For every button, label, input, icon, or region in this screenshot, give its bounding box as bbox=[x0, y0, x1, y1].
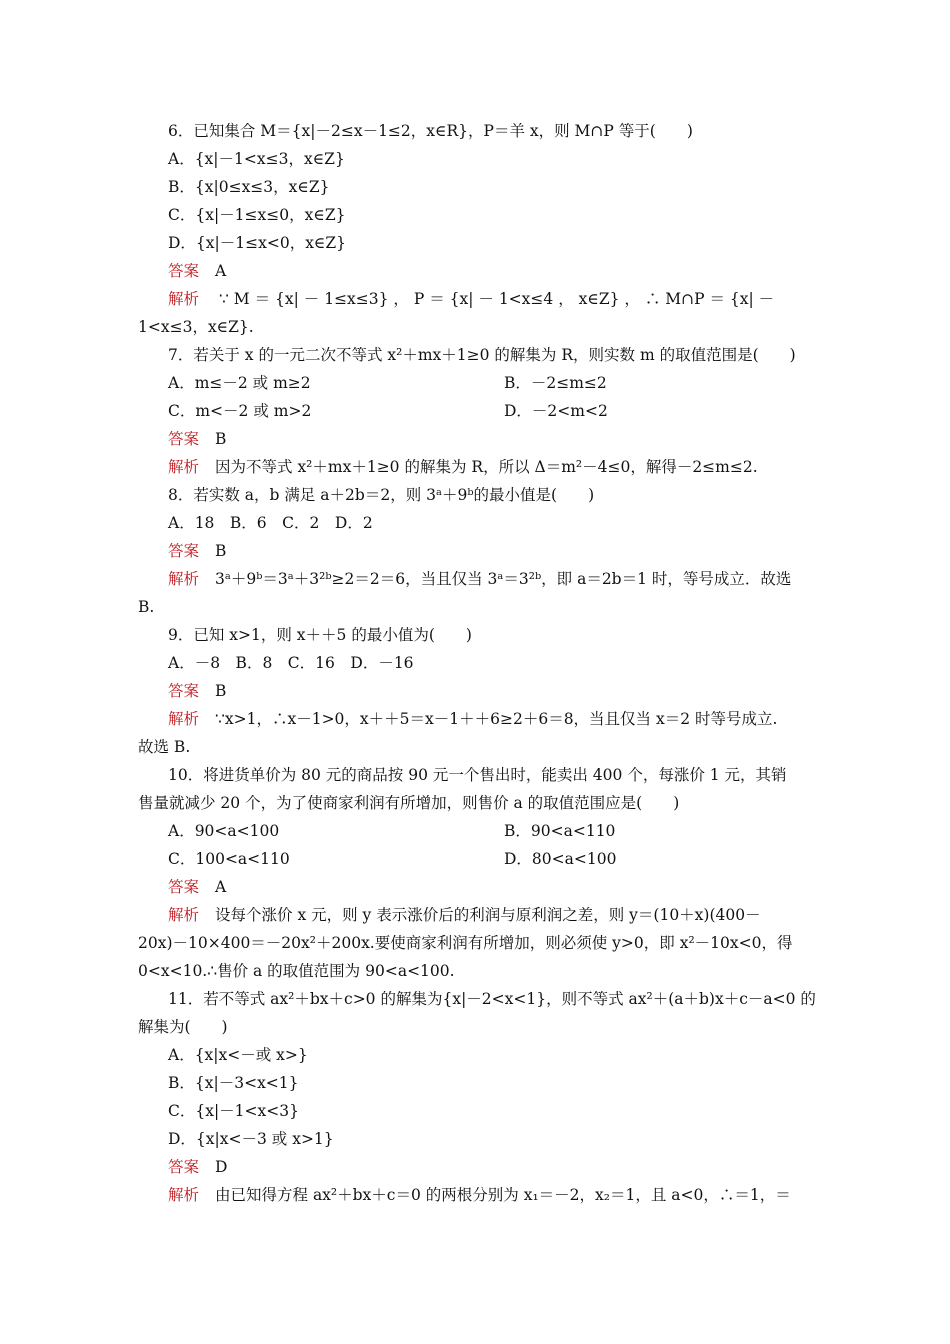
answer-label: 答案 bbox=[168, 1158, 200, 1176]
q7-option-b: B．－2≤m≤2 bbox=[504, 374, 607, 392]
q10-option-a: A．90<a<100 bbox=[168, 822, 280, 840]
question-7: 7．若关于 x 的一元二次不等式 x²＋mx＋1≥0 的解集为 R，则实数 m 的取值范围是( ) bbox=[168, 346, 796, 364]
q10-answer: 答案 A bbox=[168, 878, 227, 896]
q11-option-b: B．{x|－3<x<1} bbox=[168, 1074, 299, 1092]
question-8: 8．若实数 a，b 满足 a＋2b＝2，则 3ᵃ＋9ᵇ的最小值是( ) bbox=[168, 486, 595, 504]
q10-options-row1 bbox=[168, 821, 844, 841]
analysis-label: 解析 bbox=[168, 710, 200, 728]
q6-analysis-cont: 1<x≤3，x∈Z}. bbox=[138, 318, 254, 336]
q10-option-c: C．100<a<110 bbox=[168, 850, 290, 868]
analysis-label: 解析 bbox=[168, 1186, 200, 1204]
analysis-label: 解析 bbox=[168, 906, 200, 924]
q6-answer: 答案 A bbox=[168, 262, 227, 280]
q9-options: A．－8 B．8 C．16 D．－16 bbox=[168, 654, 414, 672]
q7-analysis: 解析 因为不等式 x²＋mx＋1≥0 的解集为 R，所以 Δ＝m²－4≤0，解得－2≤m≤2. bbox=[168, 458, 758, 476]
answer-label: 答案 bbox=[168, 430, 200, 448]
answer-label: 答案 bbox=[168, 878, 200, 896]
q8-analysis-cont: B. bbox=[138, 598, 155, 616]
q10-options-row2 bbox=[168, 849, 844, 869]
q10-analysis-cont-2: 0<x<10.∴售价 a 的取值范围为 90<a<100. bbox=[138, 962, 455, 980]
q10-option-b: B．90<a<110 bbox=[504, 822, 616, 840]
answer-label: 答案 bbox=[168, 262, 200, 280]
q6-analysis: 解析 ∵ M ＝ {x| － 1≤x≤3} ， P ＝ {x| － 1<x≤4 ， x∈Z} ， ∴ M∩P ＝ {x| － bbox=[168, 290, 775, 308]
answer-label: 答案 bbox=[168, 542, 200, 560]
q10-analysis: 解析 设每个涨价 x 元，则 y 表示涨价后的利润与原利润之差，则 y＝(10＋x)(400－ bbox=[168, 906, 761, 924]
analysis-label: 解析 bbox=[168, 570, 200, 588]
q11-answer: 答案 D bbox=[168, 1158, 228, 1176]
q7-option-d: D．－2<m<2 bbox=[504, 402, 608, 420]
question-11: 11．若不等式 ax²＋bx＋c>0 的解集为{x|－2<x<1}，则不等式 ax²＋(a＋b)x＋c－a<0 的 bbox=[168, 990, 816, 1008]
q7-option-a: A．m≤－2 或 m≥2 bbox=[168, 374, 311, 392]
q8-analysis: 解析 3ᵃ＋9ᵇ＝3ᵃ＋3²ᵇ≥2＝2＝6，当且仅当 3ᵃ＝3²ᵇ，即 a＝2b＝1 时，等号成立．故选 bbox=[168, 570, 792, 588]
q8-answer: 答案 B bbox=[168, 542, 227, 560]
q9-answer: 答案 B bbox=[168, 682, 227, 700]
question-10-cont: 售量就减少 20 个，为了使商家利润有所增加，则售价 a 的取值范围应是( ) bbox=[138, 794, 680, 812]
q11-option-c: C．{x|－1<x<3} bbox=[168, 1102, 299, 1120]
q6-stem: 6．已知集合 M＝{x|－2≤x－1≤2，x∈R}，P＝羊 x，则 M∩P 等于( ) bbox=[168, 122, 693, 140]
analysis-label: 解析 bbox=[168, 458, 200, 476]
q9-analysis: 解析 ∵x>1，∴x－1>0，x＋＋5＝x－1＋＋6≥2＋6＝8，当且仅当 x＝2 时等号成立. bbox=[168, 710, 778, 728]
q11-option-d: D．{x|x<－3 或 x>1} bbox=[168, 1130, 334, 1148]
q7-options-row2 bbox=[168, 401, 844, 421]
q10-option-d: D．80<a<100 bbox=[504, 850, 617, 868]
question-9: 9．已知 x>1，则 x＋＋5 的最小值为( ) bbox=[168, 626, 472, 644]
q6-option-b: B．{x|0≤x≤3，x∈Z} bbox=[168, 178, 330, 196]
question-10: 10．将进货单价为 80 元的商品按 90 元一个售出时，能卖出 400 个，每涨价 1 元，其销 bbox=[168, 766, 787, 784]
q11-option-a: A．{x|x<－或 x>} bbox=[168, 1046, 308, 1064]
question-11-cont: 解集为( ) bbox=[138, 1018, 228, 1036]
q9-analysis-cont: 故选 B. bbox=[138, 738, 191, 756]
q7-options-row1 bbox=[168, 373, 844, 393]
q6-option-d: D．{x|－1≤x<0，x∈Z} bbox=[168, 234, 347, 252]
q11-analysis: 解析 由已知得方程 ax²＋bx＋c＝0 的两根分别为 x₁＝－2，x₂＝1，且 a<0，∴＝1，＝ bbox=[168, 1186, 791, 1204]
q6-option-a: A．{x|－1<x≤3，x∈Z} bbox=[168, 150, 345, 168]
analysis-label: 解析 bbox=[168, 290, 200, 308]
answer-label: 答案 bbox=[168, 682, 200, 700]
q6-option-c: C．{x|－1≤x≤0，x∈Z} bbox=[168, 206, 346, 224]
q7-answer: 答案 B bbox=[168, 430, 227, 448]
q10-analysis-cont-1: 20x)－10×400＝－20x²＋200x.要使商家利润有所增加，则必须使 y>0，即 x²－10x<0，得 bbox=[138, 934, 793, 952]
q8-options: A．18 B．6 C．2 D．2 bbox=[168, 514, 373, 532]
q7-option-c: C．m<－2 或 m>2 bbox=[168, 402, 312, 420]
question-6 bbox=[168, 121, 844, 141]
